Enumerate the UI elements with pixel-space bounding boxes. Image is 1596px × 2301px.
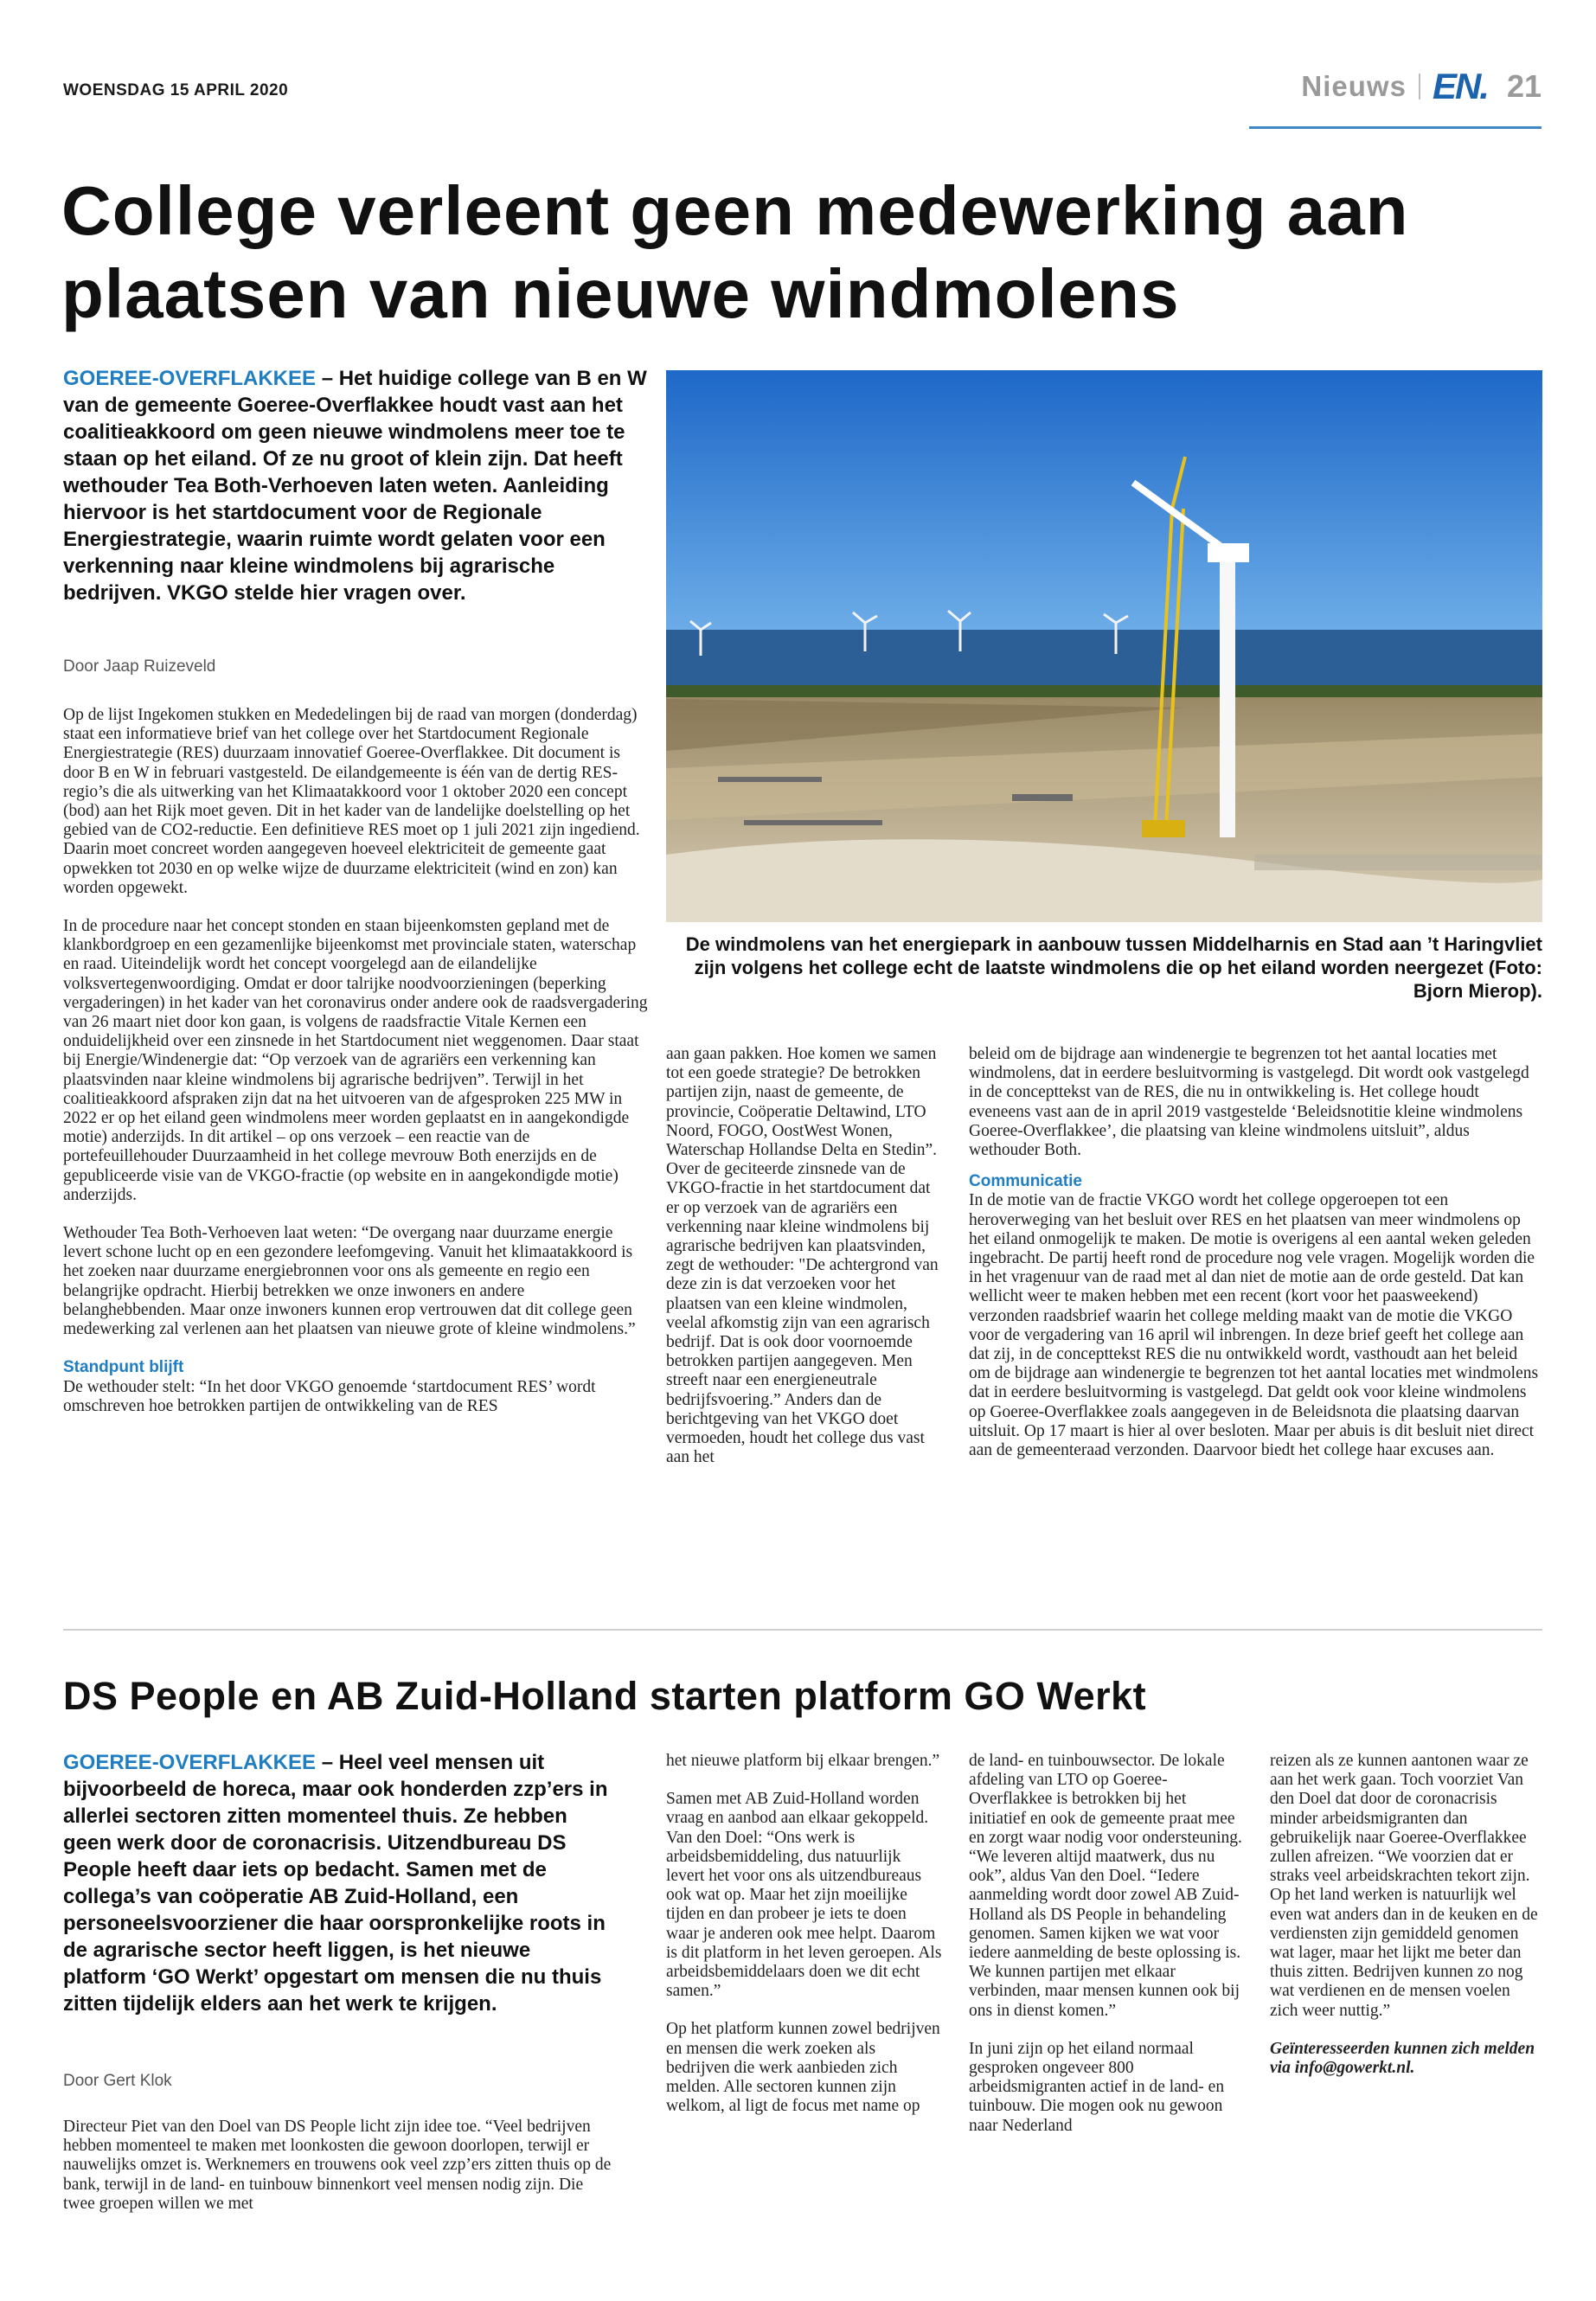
paragraph: Wethouder Tea Both-Verhoeven laat weten: “De overgang naar duurzame energie levert schone lucht op en een gezondere leefomgeving. Vanuit het klimaatakkoord is het zoeken naar duurzame energiebronnen voor ons als gemeente en regio een belangrijke opdracht. Hierbij betrekken we onze inwoners en andere belanghebbenden. Maar onze inwoners kunnen erop vertrouwen dat dit college geen medewerking zal verlenen aan het plaatsen van nieuwe grote of kleine windmolens.” [63,1224,636,1339]
article-column-3 [969,1045,1542,1479]
article-byline: Door Jaap Ruizeveld [63,657,216,676]
paragraph: reizen als ze kunnen aantonen waar ze aan het werk gaan. Toch voorziet Van den Doel dat door de coronacrisis minder arbeidsmigranten dan gebruikelijk naar Goeree-Overflakkee zullen afreizen. “We voorzien dat er straks veel arbeidskrachten tekort zijn. Op het land werken is natuurlijk wel even wat anders dan in de keuken en de verdiensten zijn gemiddeld genomen wat lager, maar het lijkt me beter dan thuis zitten. Bedrijven kunnen zo nog wat verdienen en de mensen voelen zich weer nuttig.” [1270,1752,1538,2020]
lead-text: – Het huidige college van B en W van de gemeente Goeree-Overflakkee houdt vast aan het coalitieakkoord om geen nieuwe windmolens meer toe te staan op het eiland. Of ze nu groot of klein zijn. Dat heeft wethouder Tea Both-Verhoeven laten weten. Aanleiding hiervoor is het startdocument voor de Regionale Energiestrategie, waarin ruimte wordt gelaten voor een verkenning naar kleine windmolens bij agrarische bedrijven. VKGO stelde hier vragen over. [63,367,647,605]
paragraph: Op de lijst Ingekomen stukken en Mededelingen bij de raad van morgen (donderdag) staat een informatieve brief van het college over het Startdocument Regionale Energiestrategie (RES) duurzaam innovatief Goeree-Overflakkee. Dit document is door B en W in februari vastgesteld. De eilandgemeente is één van de dertig RES-regio’s die als uitwerking van het Klimaatakkoord voor 1 oktober 2020 een concept (bod) aan het Rijk moet geven. Dit in het kader van de landelijke doelstelling op het gebied van de CO2-reductie. Een definitieve RES moet op 1 juli 2021 zijn ingediend. Daarin moet concreet worden aangegeven hoeveel elektriciteit de gemeente gaat opwekken tot 2030 en op welke wijze de duurzame elektriciteit (wind en zon) kan worden opgewekt. [63,706,640,897]
paragraph: In de motie van de fractie VKGO wordt het college opgeroepen tot een heroverweging van het besluit over RES en het plaatsen van meer windmolens op het eiland onmogelijk te maken. De motie is overigens al een aantal weken geleden ingebracht. De partij heeft rond de procedure nog vele vragen. Mogelijk worden die in het vragenuur van de raad met al dan niet de motie aan de orde gesteld. Dat kan wellicht weer te maken hebben met een recent (kort voor het paasweekend) verzonden raadsbrief waarin het college melding maakt van de motie die VKGO voor de vergadering van 16 april wil inbrengen. In deze brief geeft het college aan dat zij, in de concepttekst RES die nu ontwikkeld wordt, vasthoudt aan het beleid om de bijdrage aan windenergie te begrenzen tot het aantal locaties met windmolens dat in eerdere besluitvorming is vastgelegd. Dat geldt ook voor kleine windmolens op Goeree-Overflakkee zoals aangegeven in de Beleidsnota die plaatsing daarvan uitsluit. Op 17 maart is hier al over besloten. Maar per abuis is dit besluit niet direct aan de gemeenteraad verzonden. Daarvoor biedt het college haar excuses aan. [969,1191,1539,1460]
paragraph: het nieuwe platform bij elkaar brengen.” [666,1752,940,1770]
article-kicker: GOEREE-OVERFLAKKEE [63,367,317,390]
article-column-1 [63,706,648,1435]
subheading: Standpunt blijft [63,1358,184,1377]
article-column-3 [969,1752,1246,2155]
article-column-2 [666,1045,943,1486]
paragraph: de land- en tuinbouwsector. De lokale afdeling van LTO op Goeree-Overflakkee is betrokken bij het initiatief en ook de gemeente praat mee en zorgt waar nodig voor ondersteuning. “We leveren altijd maatwerk, dus nu ook”, aldus Van den Doel. “Iedere aanmelding wordt door zowel AB Zuid-Holland als DS People in behandeling genomen. Samen kijken we wat voor iedere aanmelding de beste oplossing is. We kunnen partijen met elkaar verbinden, maar mensen kunnen ook bij ons in dienst komen.” [969,1752,1242,2020]
article-byline: Door Gert Klok [63,2072,172,2090]
paragraph: In de procedure naar het concept stonden en staan bijeenkomsten gepland met de klankbordgroep en een gezamenlijke bijeenkomst met provinciale staten, waterschap en raad. Uiteindelijk wordt het concept voorgelegd aan de eilandelijke volksvertegenwoordiging. Omdat er door talrijke noodvoorzieningen (beperking vergaderingen) in het kader van het coronavirus onder andere ook de raadsvergadering van 26 maart niet door kon gaan, is volgens de raadsfractie Vitale Kernen een onduidelijkheid over een zinsnede in het Startdocument niet weggenomen. Daar staat bij Energie/Windenergie dat: “Op verzoek van de agrariërs een verkenning kan plaatsvinden naar kleine windmolens bij agrarische bedrijven”. Terwijl in het coalitieakkoord afspraken zijn dat na het uitvoeren van de afgesproken 225 MW in 2022 er op het eiland geen windmolens meer worden geplaatst en in aangekondigde motie) anderzijds. In dit artikel – op ons verzoek – een reactie van de portefeuillehouder Duurzaamheid in het college mevrouw Both enerzijds en de gepubliceerde visie van de VKGO-fractie (op website en in aangekondigde motie) anderzijds. [63,917,648,1204]
article-column-4 [1270,1752,1542,2097]
paragraph: aan gaan pakken. Hoe komen we samen tot een goede strategie? De betrokken partijen zijn, naast de gemeente, de provincie, Coöperatie Deltawind, LTO Noord, FOGO, OostWest Wonen, Waterschap Hollandse Delta en Stedin”. Over de geciteerde zinsnede van de VKGO-fractie in het startdocument dat er op verzoek van de agrariërs een verkenning naar kleine windmolens bij agrarische bedrijven kan plaatsvinden, zegt de wethouder: "De achtergrond van deze zin is dat verzoeken voor het plaatsen van een kleine windmolen, veelal afkomstig zijn van een agrarisch bedrijf. Dat is ook door voornoemde betrokken partijen aangegeven. Men streeft naar een energieneutrale bedrijfsvoering.” Anders dan de berichtgeving van het VKGO doet vermoeden, houdt het college dus vast aan het [666,1045,939,1467]
page-header [1301,62,1542,111]
paragraph: beleid om de bijdrage aan windenergie te begrenzen tot het aantal locaties met windmolens, dat in eerdere besluitvorming is vastgelegd. Dit wordt ook vastgelegd in de concepttekst van de RES, die nu in ontwikkeling is. Het college houdt eveneens vast aan de in april 2019 vastgestelde ‘Beleidsnotitie kleine windmolens Goeree-Overflakkee’, die plaatsing van kleine windmolens uitsluit”, aldus wethouder Both. [969,1045,1529,1160]
article-headline: College verleent geen medewerking aan plaatsen van nieuwe windmolens [61,172,1409,332]
lead-text: – Heel veel mensen uit bijvoorbeeld de horeca, maar ook honderden zzp’ers in allerlei sectoren zitten momenteel thuis. Ze hebben geen werk door de coronacrisis. Uitzendbureau DS People heeft daar iets op bedacht. Samen met de collega’s van coöperatie AB Zuid-Holland, een personeelsvoorziener die haar oorspronkelijke roots in de agrarische sector heeft liggen, is het nieuwe platform ‘GO Werkt’ opgestart om mensen die nu thuis zitten tijdelijk elders aan het werk te krijgen. [63,1751,608,2016]
newspaper-logo: EN. [1432,66,1488,106]
article-photo [666,370,1542,922]
section-label: Nieuws [1301,70,1407,102]
article-column-2 [666,1752,943,2135]
paragraph: Samen met AB Zuid-Holland worden vraag en aanbod aan elkaar gekoppeld. Van den Doel: “Ons werk is arbeidsbemiddeling, dus natuurlijk levert het voor ons als uitzendbureaus ook wat op. Maar het zijn moeilijke tijden en dan probeer je iets te doen waar je anderen ook mee helpt. Daarom is dit platform in het leven geroepen. Als arbeidsbemiddelaars doen we dit echt samen.” [666,1790,942,2001]
paragraph: Directeur Piet van den Doel van DS People licht zijn idee toe. “Veel bedrijven hebben momenteel te maken met loonkosten die gewoon doorlopen, terwijl er nauwelijks omzet is. Werknemers en trouwens ook veel zzp’ers zitten thuis op de bank, terwijl in de land- en tuinbouw binnenkort veel mensen nodig zijn. Die twee groepen willen we met [63,2118,612,2213]
wind-turbine-photo [666,370,1542,922]
article-lead [63,365,648,606]
paragraph: In juni zijn op het eiland normaal gesproken ongeveer 800 arbeidsmigranten actief in de land- en tuinbouw. Die mogen ook nu gewoon naar Nederland [969,2039,1225,2135]
photo-caption: De windmolens van het energiepark in aanbouw tussen Middelharnis en Stad aan ’t Haringvliet zijn volgens het college echt de laatste windmolens die op het eiland worden neergezet (Foto: Bjorn Mierop). [685,933,1542,1002]
article-headline: DS People en AB Zuid-Holland starten platform GO Werkt [63,1674,1147,1718]
contact-note: Geïnteresseerden kunnen zich melden via info@gowerkt.nl. [1270,2039,1535,2078]
issue-date: WOENSDAG 15 APRIL 2020 [63,81,289,99]
page-number: 21 [1506,68,1542,104]
article-lead [63,1749,617,2017]
paragraph: Op het platform kunnen zowel bedrijven en mensen die werk zoeken als bedrijven die werk aanbieden zich melden. Alle sectoren kunnen zijn welkom, al ligt de focus met name op [666,2020,940,2116]
article-kicker: GOEREE-OVERFLAKKEE [63,1751,317,1774]
paragraph: De wethouder stelt: “In het door VKGO genoemde ‘startdocument RES’ wordt omschreven hoe betrokken partijen de ontwikkeling van de RES [63,1377,596,1415]
article-column-1 [63,2118,617,2233]
subheading: Communicatie [969,1172,1082,1191]
article-divider [63,1629,1542,1631]
header-rule [1249,126,1542,129]
turbine-tower [1220,552,1235,837]
header-separator [1419,74,1420,99]
